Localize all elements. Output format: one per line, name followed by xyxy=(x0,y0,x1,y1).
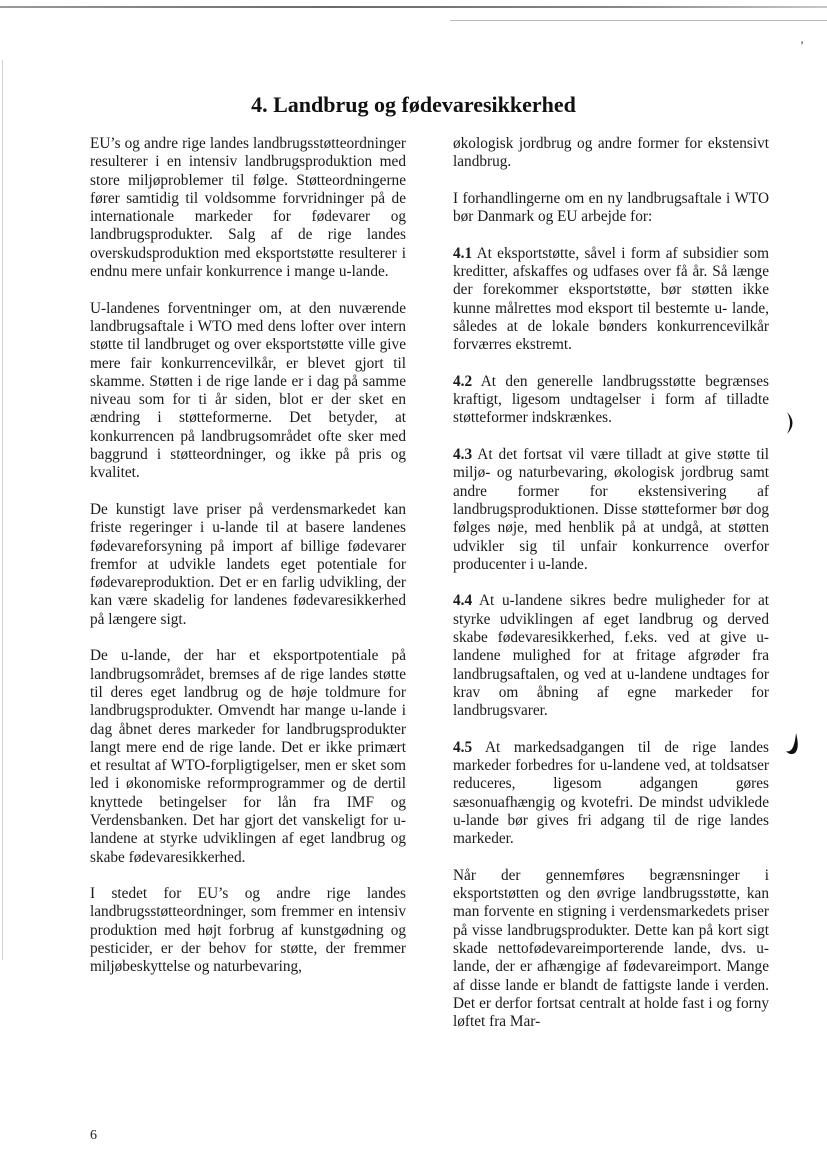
section-number: 4.4 xyxy=(453,592,473,610)
right-column xyxy=(453,135,769,1050)
paragraph: U-landenes forventninger om, at den nuværende landbrugsaftale i WTO med dens lofter over intern støtte til landbruget og over eksportstøtte ville give mere fair konkurrencevilkår, er blevet gjort til skamme. Støtten i de rige lande er i dag på samme niveau som for ti år siden, blot er der sket en ændring i støtteformerne. Det betyder, at konkurrencen på landbrugsområdet ofte sker med baggrund i støtteordninger, og ikke på pris og kvalitet. xyxy=(90,299,406,482)
page-number: 6 xyxy=(90,1128,97,1143)
top-scan-rule xyxy=(0,6,827,8)
section-text: At den generelle landbrugsstøtte begrænses kraftigt, ligesom undtagelser i form af tilladte støtteformer indskrænkes. xyxy=(453,372,769,427)
punch-hole-mark xyxy=(784,410,800,436)
section-4-2 xyxy=(453,373,769,428)
section-4-4 xyxy=(453,592,769,720)
section-4-1 xyxy=(453,245,769,355)
section-text: At det fortsat vil være tilladt at give støtte til miljø- og naturbevaring, økologisk jordbrug samt andre former for ekstensivering af landbrugsproduktionen. Disse støtteformer bør dog følges nøje, med henblik på at undgå, at støtten udvikler sig til unfair konkurrence overfor producenter i u-lande. xyxy=(453,446,769,573)
paragraph-continuation: økologisk jordbrug og andre former for ekstensivt landbrug. xyxy=(453,135,769,171)
section-number: 4.3 xyxy=(453,446,473,464)
paragraph: De u-lande, der har et eksportpotentiale på landbrugsområdet, bremses af de rige landes støtte til deres eget landbrug og de høje toldmure for landbrugsprodukter. Omvendt har mange u-lande i dag åbnet deres markeder for landbrugsprodukter langt mere end de rige lande. Det er ikke primært et resultat af WTO-forpligtigelser, men er sket som led i økonomiske reformprogrammer og de dertil knyttede betingelser for lån fra IMF og Verdensbanken. Det har gjort det vanskeligt for u-landene at styrke udviklingen af eget landbrug og skabe fødevaresikkerhed. xyxy=(90,647,406,866)
section-text: At markedsadgangen til de rige landes markeder forbedres for u-landene ved, at toldsatser reduceres, ligesom adgangen gøres sæsonuafhængig og kvotefri. De mindst udviklede u-lande bør gives fri adgang til de rige landes markeder. xyxy=(453,738,769,848)
section-number: 4.1 xyxy=(453,244,473,262)
punch-hole-mark xyxy=(784,730,800,756)
paragraph-closing: Når der gennemføres begrænsninger i eksportstøtten og den øvrige landbrugsstøtte, kan man forvente en stigning i verdensmarkedets priser på visse landbrugsprodukter. Dette kan på kort sigt skade nettofødevareimporterende lande, dvs. u-lande, der er afhængige af fødevareimport. Mange af disse lande er blandt de fattigste lande i verden. Det er derfor fortsat centralt at holde fast i og forny løftet fra Mar- xyxy=(453,866,769,1031)
top-scan-rule-secondary xyxy=(450,20,827,21)
left-column xyxy=(90,135,406,995)
section-4-3 xyxy=(453,446,769,574)
section-4-5 xyxy=(453,739,769,849)
paragraph: De kunstigt lave priser på verdensmarkedet kan friste regeringer i u-lande til at basere landenes fødevareforsyning på import af billige fødevarer fremfor at udvikle landets eget potentiale for fødevareproduktion. Det er en farlig udvikling, der kan være skadelig for landenes fødevaresikkerhed på længere sigt. xyxy=(90,500,406,628)
paragraph: EU’s og andre rige landes landbrugsstøtteordninger resulterer i en intensiv landbrugsproduktion med store miljøproblemer til følge. Støtteordningerne fører samtidig til voldsomme forvridninger på de internationale markeder for fødevarer og landbrugsprodukter. Salg af de rige landes overskudsproduktion med eksportstøtte resulterer i endnu mere unfair konkurrence i mange u-lande. xyxy=(90,135,406,281)
page-title: 4. Landbrug og fødevaresikkerhed xyxy=(251,92,576,117)
left-page-edge xyxy=(2,60,3,960)
paragraph: I stedet for EU’s og andre rige landes landbrugsstøtteordninger, som fremmer en intensiv produktion med højt forbrug af kunstgødning og pesticider, er der behov for støtte, der fremmer miljøbeskyttelse og naturbevaring, xyxy=(90,885,406,976)
paragraph-intro: I forhandlingerne om en ny landbrugsaftale i WTO bør Danmark og EU arbejde for: xyxy=(453,189,769,226)
section-number: 4.5 xyxy=(453,738,473,756)
scan-mark: ’ xyxy=(800,38,804,52)
section-text: At u-landene sikres bedre muligheder for at styrke udviklingen af eget landbrug og derved skabe fødevaresikkerhed, f.eks. ved at give u-landene mulighed for at fritage afgrøder fra landbrugsaftalen, og ved at u-landene undtages for krav om åbning af egne markeder for landbrugsvarer. xyxy=(453,592,769,720)
section-text: At eksportstøtte, såvel i form af subsidier som kreditter, afskaffes og udfases over få år. Så længe der forekommer eksportstøtte, bør støtten ikke kunne målrettes mod eksport til bestemte u- lande, således at de lokale bønders konkurrencevilkår forværres ekstremt. xyxy=(453,244,769,354)
section-number: 4.2 xyxy=(453,372,473,390)
